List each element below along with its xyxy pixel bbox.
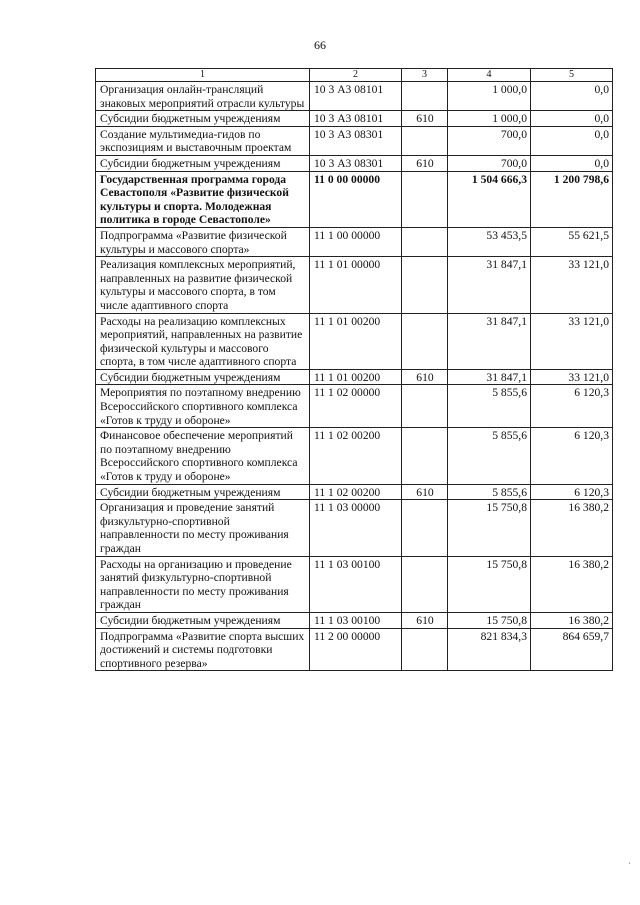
row-type-cell [402, 313, 448, 369]
row-name-cell: Реализация комплексных мероприятий, направленных на развитие физической культуры и массового спорта, в том числе адаптивного спорта [96, 257, 310, 313]
row-value-2-cell: 33 121,0 [531, 257, 613, 313]
row-value-1-cell: 1 000,0 [448, 111, 531, 127]
row-name-cell: Субсидии бюджетным учреждениям [96, 484, 310, 500]
row-type-cell: 610 [402, 155, 448, 171]
table-row [96, 500, 613, 556]
column-header: 2 [310, 69, 402, 82]
row-name-cell: Субсидии бюджетным учреждениям [96, 111, 310, 127]
row-name-cell: Подпрограмма «Развитие физической культуры и массового спорта» [96, 227, 310, 256]
table-row [96, 155, 613, 171]
table-row [96, 227, 613, 256]
table-row [96, 484, 613, 500]
row-type-cell [402, 628, 448, 671]
row-value-2-cell: 0,0 [531, 111, 613, 127]
row-code-cell: 11 1 02 00200 [310, 428, 402, 484]
row-type-cell: 610 [402, 612, 448, 628]
row-value-1-cell: 15 750,8 [448, 500, 531, 556]
table-row [96, 385, 613, 428]
table-header-row [96, 69, 613, 82]
table-row [96, 111, 613, 127]
row-code-cell: 11 1 03 00100 [310, 556, 402, 612]
row-type-cell [402, 82, 448, 111]
row-code-cell: 10 3 А3 08101 [310, 111, 402, 127]
row-name-cell: Подпрограмма «Развитие спорта высших достижений и системы подготовки спортивного резерва» [96, 628, 310, 671]
table-row [96, 556, 613, 612]
row-value-2-cell: 16 380,2 [531, 612, 613, 628]
row-code-cell: 11 2 00 00000 [310, 628, 402, 671]
row-value-1-cell: 700,0 [448, 155, 531, 171]
row-code-cell: 11 0 00 00000 [310, 171, 402, 227]
row-code-cell: 11 1 03 00000 [310, 500, 402, 556]
row-name-cell: Создание мультимедиа-гидов по экспозициям и выставочным проектам [96, 126, 310, 155]
row-value-2-cell: 0,0 [531, 82, 613, 111]
row-value-1-cell: 5 855,6 [448, 428, 531, 484]
row-name-cell: Финансовое обеспечение мероприятий по поэтапному внедрению Всероссийского спортивного комплекса «Готов к труду и обороне» [96, 428, 310, 484]
row-value-1-cell: 31 847,1 [448, 313, 531, 369]
table-body [96, 82, 613, 671]
row-value-2-cell: 33 121,0 [531, 369, 613, 385]
edge-mark: . [627, 862, 637, 865]
row-name-cell: Расходы на организацию и проведение занятий физкультурно-спортивной направленности по месту проживания граждан [96, 556, 310, 612]
row-code-cell: 11 1 03 00100 [310, 612, 402, 628]
row-value-1-cell: 5 855,6 [448, 385, 531, 428]
row-name-cell: Субсидии бюджетным учреждениям [96, 369, 310, 385]
column-header: 4 [448, 69, 531, 82]
row-code-cell: 11 1 01 00000 [310, 257, 402, 313]
row-value-1-cell: 31 847,1 [448, 257, 531, 313]
row-name-cell: Государственная программа города Севастополя «Развитие физической культуры и спорта. Молодежная политика в городе Севастополе» [96, 171, 310, 227]
row-code-cell: 11 1 02 00200 [310, 484, 402, 500]
column-header: 5 [531, 69, 613, 82]
table-row [96, 612, 613, 628]
row-name-cell: Расходы на реализацию комплексных мероприятий, направленных на развитие физической культуры и массового спорта, в том числе адаптивного спорта [96, 313, 310, 369]
row-value-1-cell: 1 000,0 [448, 82, 531, 111]
row-value-2-cell: 55 621,5 [531, 227, 613, 256]
row-name-cell: Субсидии бюджетным учреждениям [96, 612, 310, 628]
table-row [96, 369, 613, 385]
row-name-cell: Субсидии бюджетным учреждениям [96, 155, 310, 171]
row-type-cell: 610 [402, 111, 448, 127]
table-row [96, 428, 613, 484]
row-value-1-cell: 15 750,8 [448, 612, 531, 628]
table-row [96, 171, 613, 227]
table-row [96, 126, 613, 155]
row-type-cell [402, 500, 448, 556]
row-value-1-cell: 5 855,6 [448, 484, 531, 500]
row-value-2-cell: 0,0 [531, 126, 613, 155]
row-value-2-cell: 6 120,3 [531, 428, 613, 484]
row-type-cell [402, 556, 448, 612]
row-value-2-cell: 0,0 [531, 155, 613, 171]
budget-table [95, 68, 613, 671]
row-type-cell [402, 257, 448, 313]
row-type-cell [402, 227, 448, 256]
row-code-cell: 10 3 А3 08101 [310, 82, 402, 111]
row-code-cell: 11 1 02 00000 [310, 385, 402, 428]
row-code-cell: 10 3 А3 08301 [310, 126, 402, 155]
row-type-cell [402, 428, 448, 484]
row-type-cell [402, 126, 448, 155]
row-value-2-cell: 864 659,7 [531, 628, 613, 671]
row-name-cell: Организация онлайн-трансляций знаковых мероприятий отрасли культуры [96, 82, 310, 111]
row-value-1-cell: 821 834,3 [448, 628, 531, 671]
row-code-cell: 11 1 01 00200 [310, 369, 402, 385]
column-header: 3 [402, 69, 448, 82]
row-code-cell: 11 1 00 00000 [310, 227, 402, 256]
row-name-cell: Организация и проведение занятий физкультурно-спортивной направленности по месту проживания граждан [96, 500, 310, 556]
row-type-cell: 610 [402, 369, 448, 385]
row-type-cell [402, 385, 448, 428]
table-row [96, 313, 613, 369]
row-type-cell: 610 [402, 484, 448, 500]
row-value-1-cell: 31 847,1 [448, 369, 531, 385]
column-header: 1 [96, 69, 310, 82]
table-row [96, 82, 613, 111]
row-code-cell: 10 3 А3 08301 [310, 155, 402, 171]
row-code-cell: 11 1 01 00200 [310, 313, 402, 369]
row-value-2-cell: 16 380,2 [531, 500, 613, 556]
row-value-1-cell: 15 750,8 [448, 556, 531, 612]
row-value-2-cell: 6 120,3 [531, 484, 613, 500]
table-row [96, 257, 613, 313]
row-value-2-cell: 33 121,0 [531, 313, 613, 369]
row-value-1-cell: 53 453,5 [448, 227, 531, 256]
row-value-2-cell: 6 120,3 [531, 385, 613, 428]
row-value-2-cell: 16 380,2 [531, 556, 613, 612]
table-row [96, 628, 613, 671]
row-value-1-cell: 1 504 666,3 [448, 171, 531, 227]
row-value-1-cell: 700,0 [448, 126, 531, 155]
row-type-cell [402, 171, 448, 227]
row-value-2-cell: 1 200 798,6 [531, 171, 613, 227]
row-name-cell: Мероприятия по поэтапному внедрению Всероссийского спортивного комплекса «Готов к труду и обороне» [96, 385, 310, 428]
page-number: 66 [314, 38, 326, 52]
